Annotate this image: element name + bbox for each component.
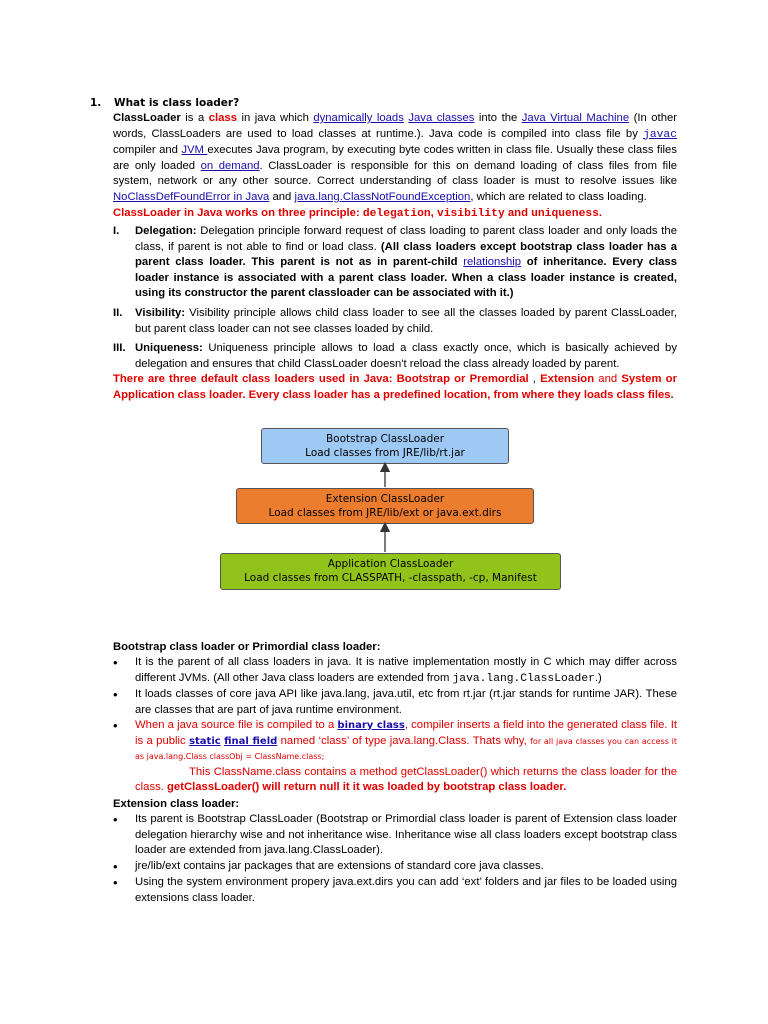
code: java.lang.ClassLoader <box>452 672 595 685</box>
text: in java which <box>237 112 314 124</box>
term-visibility: visibility <box>436 207 505 220</box>
text: . ClassLoader is responsible for this on demand loading of class files from file system, network or any other source. Correct understanding of class loader is must to resolve issues like <box>113 159 677 188</box>
bullet-icon: • <box>113 875 118 890</box>
bootstrap-heading: Bootstrap class loader or Primordial class loader: <box>113 641 381 653</box>
bullet-icon: • <box>113 687 118 702</box>
text: .) <box>594 671 602 684</box>
box-title: Bootstrap ClassLoader <box>325 433 445 445</box>
text: When a java source file is compiled to a <box>135 719 338 731</box>
text: executes Java program, by executing byte codes written in class file. Usually these class files are only loaded <box>113 144 677 172</box>
bootstrap-bullet-1 <box>113 655 677 687</box>
text: Extension <box>540 373 595 385</box>
box-title: Extension ClassLoader <box>325 493 445 505</box>
bullet-icon: • <box>113 812 118 827</box>
extension-heading: Extension class loader: <box>113 798 240 810</box>
box-subtitle: Load classes from JRE/lib/rt.jar <box>305 447 465 459</box>
text: . <box>598 206 603 219</box>
text: , <box>430 206 437 219</box>
link-dynamically-loads[interactable]: dynamically loads <box>313 112 404 124</box>
text: It loads classes of core java API like java.lang, java.util, etc from rt.jar (rt.jar stands for runtime JAR). These are classes that are part of java runtime environment. <box>135 688 677 716</box>
text: is a <box>180 112 209 124</box>
roman-numeral: III. <box>113 342 126 354</box>
principle-name: Delegation: <box>135 225 197 237</box>
text: and <box>594 373 622 385</box>
text: into the <box>474 112 522 124</box>
text: Using the system environment propery java.ext.dirs you can add ‘ext’ folders and jar files to be loaded using extensions class loader. <box>135 876 677 904</box>
text: , which are related to class loading. <box>470 190 647 203</box>
link-javac[interactable]: javac <box>643 128 677 141</box>
text: jre/lib/ext contains jar packages that are extensions of standard core java classes. <box>135 860 544 872</box>
link-jvm[interactable]: JVM <box>181 144 208 157</box>
roman-numeral: I. <box>113 225 120 237</box>
principle-name: Uniqueness: <box>135 342 203 354</box>
text: Delegation principle forward request of class loading to parent class loader and only loads the class, if parent is not able to find or load class. <box>135 225 677 253</box>
text: getClassLoader() will return null it it was loaded by bootstrap class loader. <box>167 781 567 794</box>
text: This ClassName.class contains a method getClassLoader() which returns the class loader for the class. <box>135 765 677 794</box>
text: and <box>504 206 532 219</box>
link-noclassdeffounderror[interactable]: NoClassDefFoundError in Java <box>113 190 270 203</box>
text: (All class loaders except bootstrap class loader has a parent class loader. This parent is not as in parent-child <box>135 240 677 269</box>
text: compiler and <box>113 144 182 157</box>
bootstrap-bullet-3 <box>113 718 677 796</box>
link-on-demand[interactable]: on demand <box>200 159 260 172</box>
question-number: 1. <box>90 97 102 109</box>
box-title: Application ClassLoader <box>327 558 454 570</box>
text: of inheritance. Every class loader instance is associated with a parent class loader. When a class loader instance is created, using its constructor the parent classloader can be associated with it.) <box>135 256 677 300</box>
term-uniqueness: uniqueness <box>531 207 599 220</box>
text: named ‘class’ of type java.lang.Class. Thats why, <box>277 734 531 747</box>
text: , <box>528 373 541 385</box>
link-java-classes[interactable]: Java classes <box>408 112 475 124</box>
text: Uniqueness principle allows to load a class exactly once, which is basically achieved by delegation and ensures that child ClassLoader doesn't reload the class already loaded by parent. <box>135 342 677 370</box>
extension-bullet-3 <box>113 875 677 906</box>
link-relationship[interactable]: relationship <box>463 256 522 269</box>
text: (In other words, ClassLoaders are used to load classes at runtime.). Java code is compiled into class file by <box>113 112 678 140</box>
text: System or Application class loader. Every class loader has a predefined location, from where they loads class files. <box>113 373 677 401</box>
principle-name: Visibility: <box>135 307 186 319</box>
box-subtitle: Load classes from JRE/lib/ext or java.ext.dirs <box>268 507 502 519</box>
link-static[interactable]: static <box>189 735 221 747</box>
link-final-field[interactable]: final field <box>224 735 278 747</box>
bullet-icon: • <box>113 859 118 874</box>
text: and <box>269 190 295 203</box>
term-classloader: ClassLoader <box>113 112 181 124</box>
link-java-virtual-machine[interactable]: Java Virtual Machine <box>521 112 630 124</box>
text: Its parent is Bootstrap ClassLoader (Bootstrap or Primordial class loader is parent of Extension class loader delegation hierarchy wise and not inheritance wise. Inheritance wise all class loaders except bootstrap class loader are extended from java.lang.ClassLoader). <box>135 813 677 857</box>
bullet-icon: • <box>113 655 118 670</box>
term-delegation: delegation <box>362 207 431 220</box>
text: ClassLoader in Java works on three principle: <box>113 206 363 219</box>
term-class: class <box>208 112 237 124</box>
box-subtitle: Load classes from CLASSPATH, -classpath, -cp, Manifest <box>244 572 537 584</box>
text: There are three default class loaders used in Java: Bootstrap or Premordial <box>113 373 529 385</box>
bullet-icon: • <box>113 718 118 733</box>
text: for all java classes you can access it as java.lang.Class classObj = ClassName.class; <box>135 736 677 762</box>
extension-bullet-2 <box>113 859 677 875</box>
text: It is the parent of all class loaders in java. It is native implementation mostly in C which may differ across different JVMs. (All other Java class loaders are extended from <box>135 656 677 684</box>
roman-numeral: II. <box>113 307 123 319</box>
link-binary-class[interactable]: binary class <box>337 720 405 731</box>
question-title: What is class loader? <box>114 97 240 109</box>
link-classnotfoundexception[interactable]: java.lang.ClassNotFoundException <box>294 190 471 203</box>
text: , compiler inserts a field into the generated class file. It is a public <box>135 719 677 747</box>
text: Visibility principle allows child class loader to see all the classes loaded by parent ClassLoader, but parent class loader can not see classes loaded by child. <box>135 307 677 335</box>
extension-bullet-1 <box>113 812 677 859</box>
bootstrap-bullet-2 <box>113 687 677 718</box>
